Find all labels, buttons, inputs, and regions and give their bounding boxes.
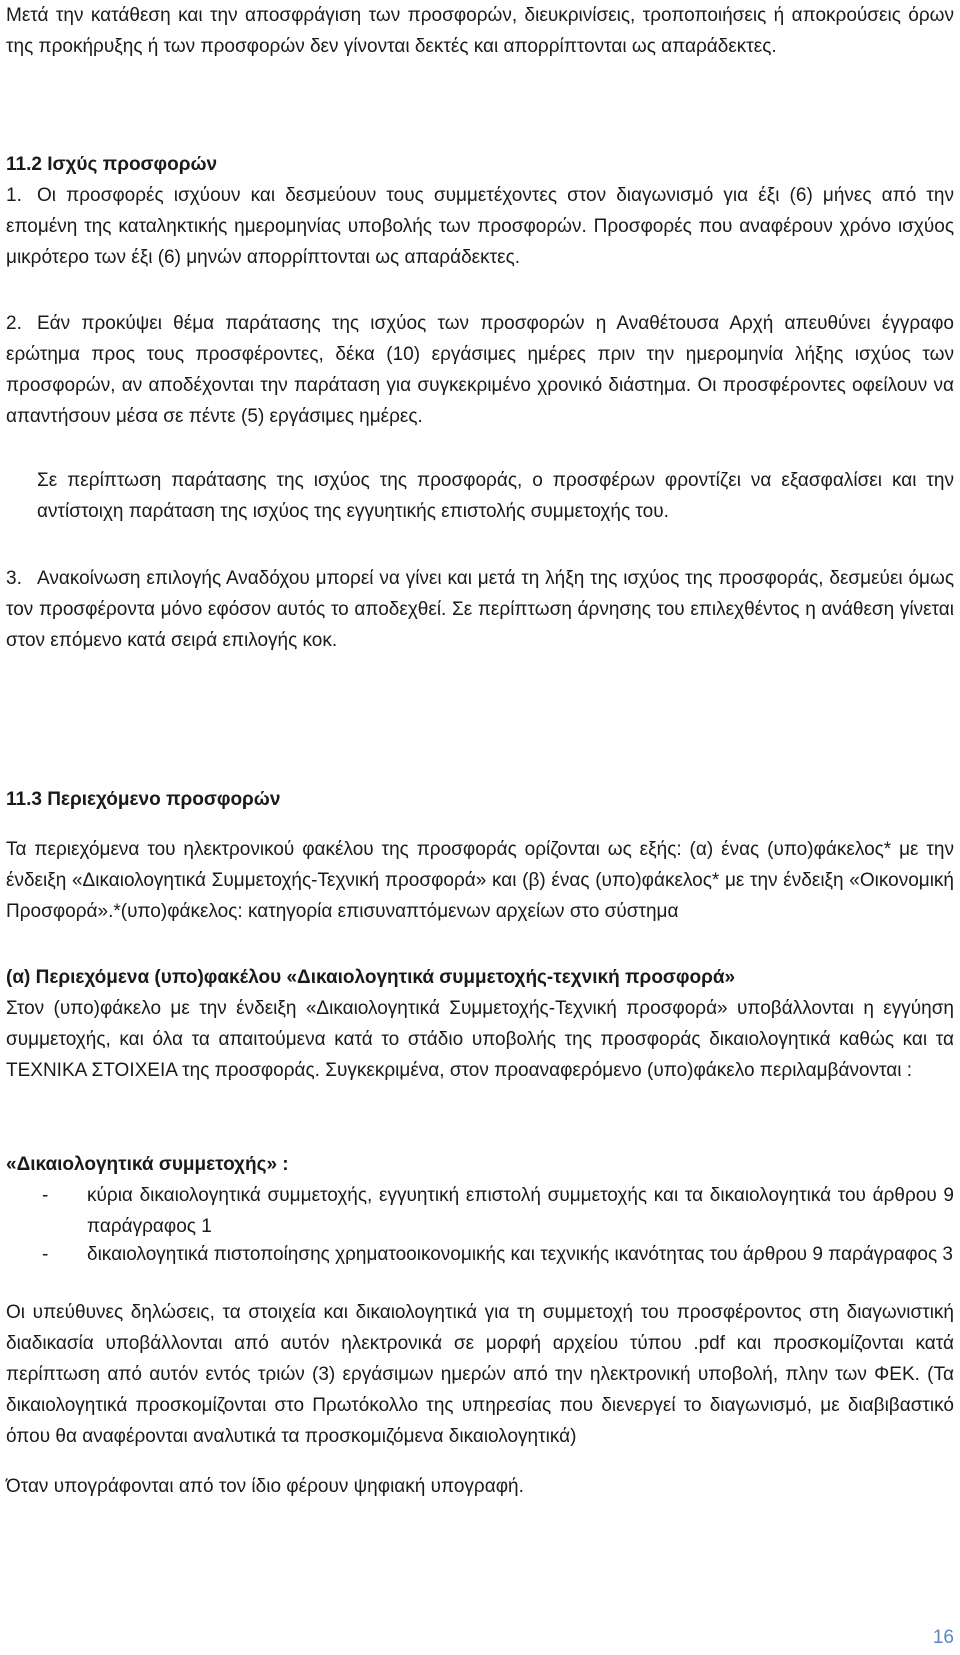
closing-paragraph: Οι υπεύθυνες δηλώσεις, τα στοιχεία και δικαιολογητικά για τη συμμετοχή του προσφέροντος στη διαγωνιστική διαδικασία υποβάλλονται από αυτόν ηλεκτρονικά σε μορφή αρχείου τύπου .pdf και προσκομίζονται κατά περίπτωση από αυτόν εντός τριών (3) εργάσιμων ημερών από την ηλεκτρονική υποβολή, πλην των ΦΕΚ. (Τα δικαιολογητικά προσκομίζονται στο Πρωτόκολλο της υπηρεσίας που διενεργεί το διαγωνισμό, με διαβιβαστικό όπου θα αναφέρονται αναλυτικά τα προσκομιζόμενα δικαιολογητικά) [6,1302,954,1447]
s112-item-3 [6,563,954,656]
bullet-item-text: κύρια δικαιολογητικά συμμετοχής, εγγυητική επιστολή συμμετοχής και τα δικαιολογητικά του άρθρου 9 παράγραφος 1 [87,1185,954,1237]
s112-item-2-text: Εάν προκύψει θέμα παράτασης της ισχύος των προσφορών η Αναθέτουσα Αρχή απευθύνει έγγραφο ερώτημα προς τους προσφέροντες, δέκα (10) εργάσιμες ημέρες πριν την ημερομηνία λήξης ισχύος των προσφορών, αν αποδέχονται την παράταση για συγκεκριμένο χρονικό διάστημα. Οι προσφέροντες οφείλουν να απαντήσουν μέσα σε πέντε (5) εργάσιμες ημέρες. [6,313,954,427]
document-page [6,0,956,1655]
s112-item-1-text: Οι προσφορές ισχύουν και δεσμεύουν τους συμμετέχοντες στον διαγωνισμό για έξι (6) μήνες από την επομένη της καταληκτικής ημερομηνίας υποβολής των προσφορών. Προσφορές που αναφέρουν χρόνο ισχύος μικρότερο των έξι (6) μηνών απορρίπτονται ως απαράδεκτες. [6,185,954,268]
s112-item-1-number: 1. [6,185,22,206]
page-number: 16 [932,1627,954,1648]
bullet-dash: - [42,1185,49,1206]
subsection-a-text: Στον (υπο)φάκελο με την ένδειξη «Δικαιολογητικά Συμμετοχής-Τεχνική προσφορά» υποβάλλονται η εγγύηση συμμετοχής, και όλα τα απαιτούμενα κατά το στάδιο υποβολής της προσφοράς δικαιολογητικά καθώς και τα ΤΕΧΝΙΚΑ ΣΤΟΙΧΕΙΑ της προσφοράς. Συγκεκριμένα, στον προαναφερόμενο (υπο)φάκελο περιλαμβάνονται : [6,998,954,1081]
s112-item-1 [6,180,954,273]
s112-item-2 [6,308,954,432]
section-11-2-heading: 11.2 Ισχύς προσφορών [6,154,218,175]
intro-paragraph: Μετά την κατάθεση και την αποσφράγιση των προσφορών, διευκρινίσεις, τροποποιήσεις ή αποκρούσεις όρων της προκήρυξης ή των προσφορών δεν γίνονται δεκτές και απορρίπτονται ως απαράδεκτες. [6,5,954,57]
participation-docs-heading: «Δικαιολογητικά συμμετοχής» : [6,1154,289,1175]
s112-item-2-continuation: Σε περίπτωση παράτασης της ισχύος της προσφοράς, ο προσφέρων φροντίζει να εξασφαλίσει και την αντίστοιχη παράταση της ισχύος της εγγυητικής επιστολής συμμετοχής του. [37,470,954,522]
signature-note: Όταν υπογράφονται από τον ίδιο φέρουν ψηφιακή υπογραφή. [6,1476,524,1497]
section-11-3-heading: 11.3 Περιεχόμενο προσφορών [6,789,281,810]
bullet-dash: - [42,1244,49,1265]
bullet-item-text: δικαιολογητικά πιστοποίησης χρηματοοικονομικής και τεχνικής ικανότητας του άρθρου 9 παράγραφος 3 [87,1244,953,1265]
s112-item-2-number: 2. [6,313,22,334]
s112-item-3-number: 3. [6,568,22,589]
subsection-a-heading: (α) Περιεχόμενα (υπο)φακέλου «Δικαιολογητικά συμμετοχής-τεχνική προσφορά» [6,967,736,988]
s112-item-3-text: Ανακοίνωση επιλογής Αναδόχου μπορεί να γίνει και μετά τη λήξη της ισχύος της προσφοράς, δεσμεύει όμως τον προσφέροντα μόνο εφόσον αυτός το αποδεχθεί. Σε περίπτωση άρνησης του επιλεχθέντος η ανάθεση γίνεται στον επόμενο κατά σειρά επιλογής κοκ. [6,568,954,651]
s113-paragraph: Τα περιεχόμενα του ηλεκτρονικού φακέλου της προσφοράς ορίζονται ως εξής: (α) ένας (υπο)φάκελος* με την ένδειξη «Δικαιολογητικά Συμμετοχής-Τεχνική προσφορά» και (β) ένας (υπο)φάκελος* με την ένδειξη «Οικονομική Προσφορά».*(υπο)φάκελος: κατηγορία επισυναπτόμενων αρχείων στο σύστημα [6,839,954,922]
